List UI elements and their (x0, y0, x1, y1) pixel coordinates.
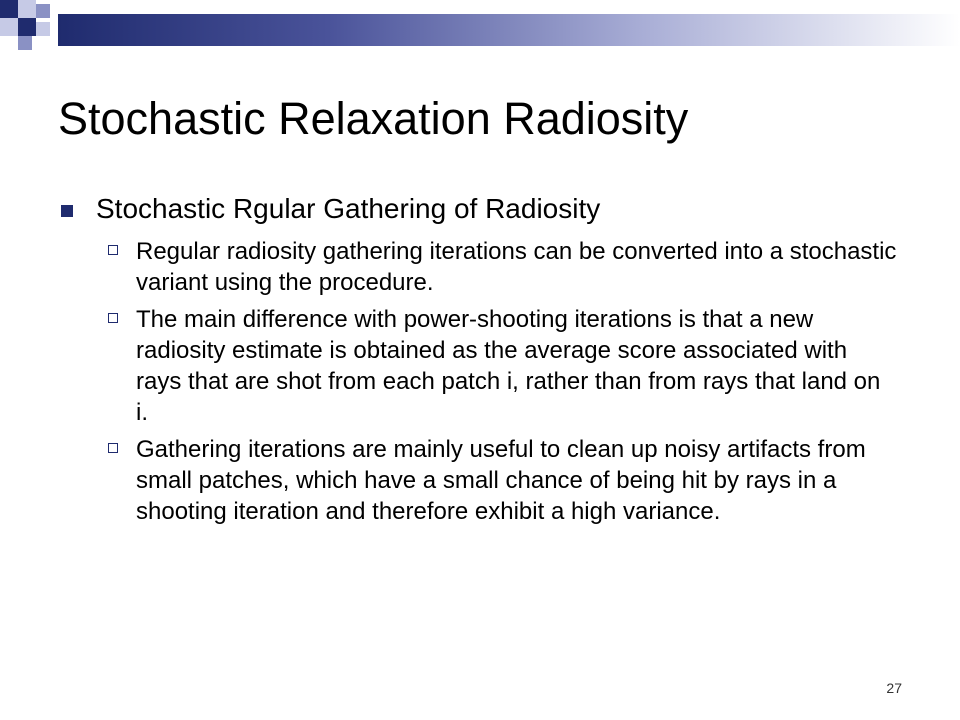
main-bullet (58, 192, 898, 226)
header-gradient-bar (58, 14, 960, 46)
slide-content (58, 192, 898, 533)
header-decoration-square (18, 18, 36, 36)
header-decoration-square (36, 4, 50, 18)
hollow-square-bullet-icon (108, 443, 118, 453)
header-decoration-square (18, 36, 32, 50)
header-decoration-square (36, 22, 50, 36)
hollow-square-bullet-icon (108, 313, 118, 323)
sub-bullet-text: Gathering iterations are mainly useful to clean up noisy artifacts from small patches, which have a small chance of being hit by rays in a shooting iteration and therefore exhibit a high variance. (136, 436, 866, 525)
header-decoration-square (0, 0, 18, 18)
sub-bullet-item (58, 236, 898, 298)
hollow-square-bullet-icon (108, 245, 118, 255)
sub-bullet-item (58, 304, 898, 428)
sub-bullet-text: Regular radiosity gathering iterations can be converted into a stochastic variant using the procedure. (136, 238, 897, 296)
main-bullet-text: Stochastic Rgular Gathering of Radiosity (96, 193, 601, 224)
square-bullet-icon (61, 205, 73, 217)
header-decoration-square (0, 18, 18, 36)
header-decoration-square (18, 0, 36, 18)
slide-title: Stochastic Relaxation Radiosity (58, 93, 689, 144)
sub-bullet-list (58, 236, 898, 527)
sub-bullet-text: The main difference with power-shooting iterations is that a new radiosity estimate is obtained as the average score associated with rays that are shot from each patch i, rather than from rays that land on i. (136, 306, 881, 426)
sub-bullet-item (58, 434, 898, 527)
slide-number: 27 (886, 680, 902, 696)
